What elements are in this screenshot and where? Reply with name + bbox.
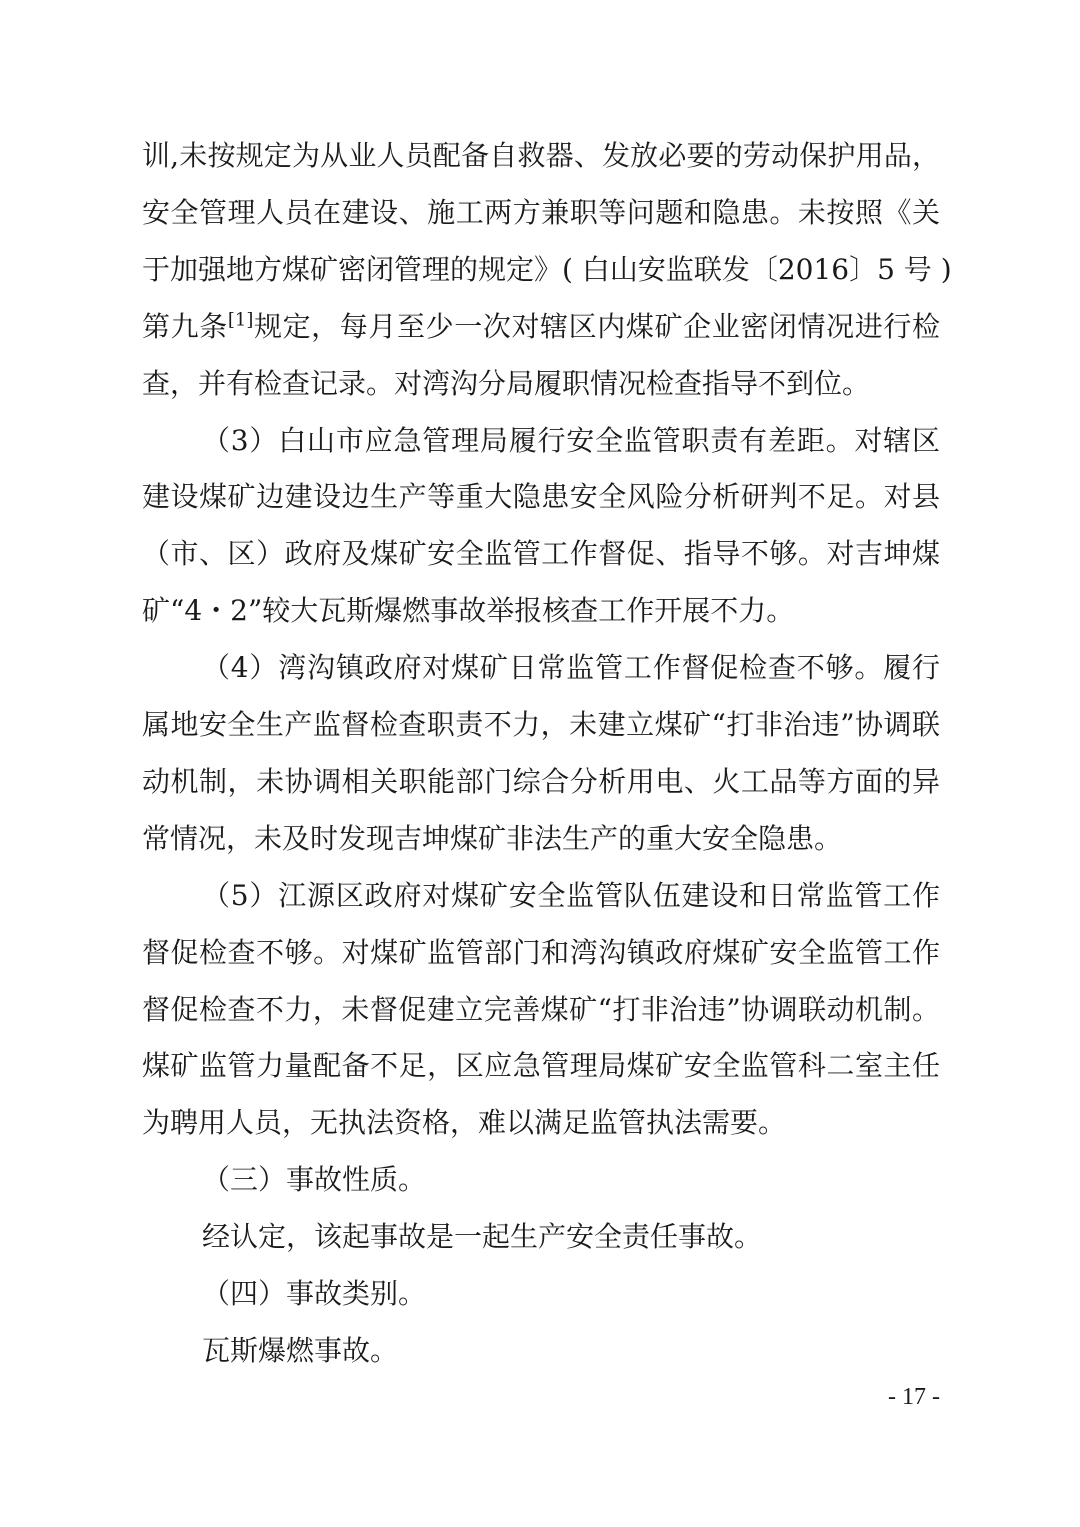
text-line: 为聘用人员，无执法资格，难以满足监管执法需要。: [142, 1106, 787, 1139]
text-line: 矿“4・2”较大瓦斯爆燃事故举报核查工作开展不力。: [142, 594, 795, 627]
text-line: 督促检查不力，未督促建立完善煤矿“打非治违”协调联动机制。: [142, 993, 940, 1026]
text-line: 常情况，未及时发现吉坤煤矿非法生产的重大安全隐患。: [142, 822, 843, 855]
text-line: 于加强地方煤矿密闭管理的规定》( 白山安监联发〔2016〕5 号 ): [142, 253, 952, 286]
text-line: 瓦斯爆燃事故。: [202, 1334, 399, 1367]
page-number: - 17 -: [888, 1384, 940, 1410]
text-line: （4）湾沟镇政府对煤矿日常监管工作督促检查不够。履行: [202, 651, 940, 684]
text-line: 建设煤矿边建设边生产等重大隐患安全风险分析研判不足。对县: [142, 480, 940, 513]
text-line: 督促检查不够。对煤矿监管部门和湾沟镇政府煤矿安全监管工作: [142, 936, 940, 969]
text-line: 煤矿监管力量配备不足，区应急管理局煤矿安全监管科二室主任: [142, 1049, 940, 1082]
text-line: （5）江源区政府对煤矿安全监管队伍建设和日常监管工作: [202, 879, 940, 912]
text-line: （市、区）政府及煤矿安全监管工作督促、指导不够。对吉坤煤: [142, 537, 940, 570]
text-line: 经认定，该起事故是一起生产安全责任事故。: [202, 1220, 763, 1253]
text-line: （三）事故性质。: [202, 1163, 427, 1196]
text-line: （四）事故类别。: [202, 1277, 427, 1310]
text-line: 第九条[1]规定，每月至少一次对辖区内煤矿企业密闭情况进行检: [142, 309, 940, 343]
text-line: 安全管理人员在建设、施工两方兼职等问题和隐患。未按照《关: [142, 196, 940, 229]
footnote-marker: [1]: [227, 309, 254, 331]
text-line: 属地安全生产监督检查职责不力，未建立煤矿“打非治违”协调联: [142, 708, 940, 741]
text-line: 训,未按规定为从业人员配备自救器、发放必要的劳动保护用品，: [142, 139, 940, 172]
text-line: 动机制，未协调相关职能部门综合分析用电、火工品等方面的异: [142, 765, 940, 798]
text-line: （3）白山市应急管理局履行安全监管职责有差距。对辖区: [202, 424, 940, 457]
text-line: 查，并有检查记录。对湾沟分局履职情况检查指导不到位。: [142, 367, 871, 400]
